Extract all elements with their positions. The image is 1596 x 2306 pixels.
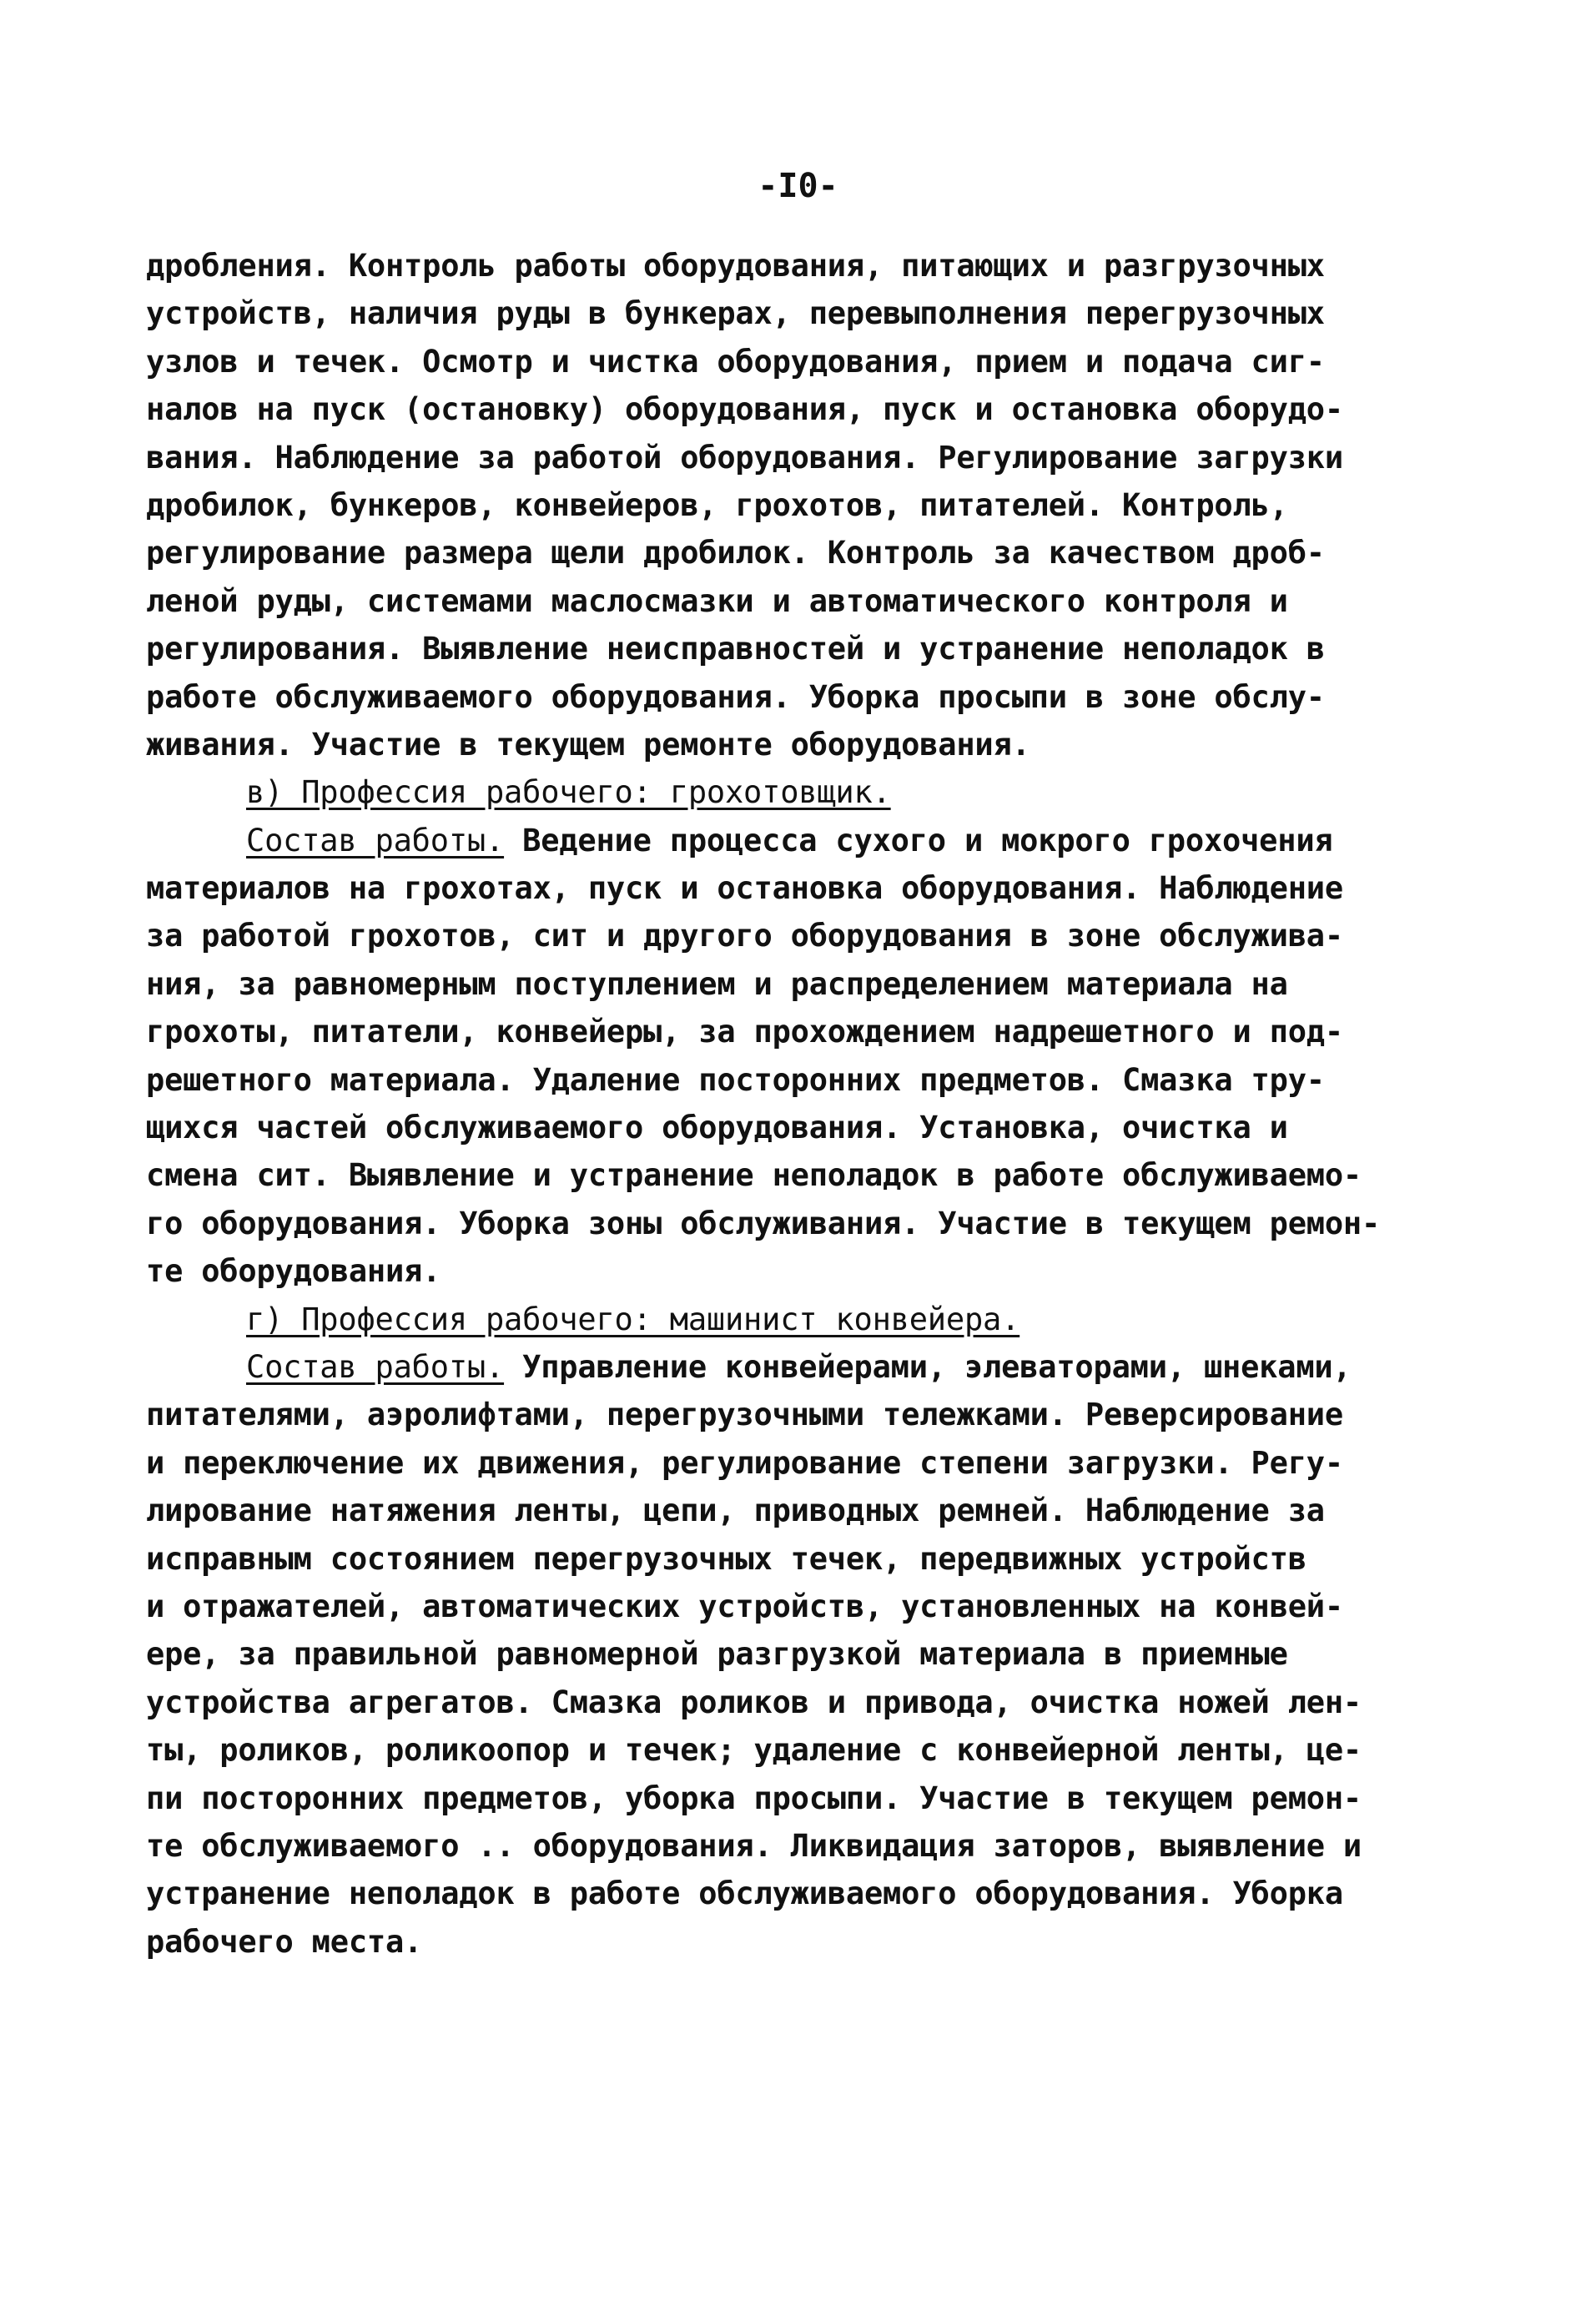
text-line: леной руды, системами маслосмазки и автоматического контроля и <box>146 582 1288 619</box>
text-line: ере, за правильной равномерной разгрузкой материала в приемные <box>146 1636 1288 1673</box>
text-line: устранение неполадок в работе обслуживаемого оборудования. Уборка <box>146 1876 1343 1912</box>
text-line: питателями, аэролифтами, перегрузочными тележками. Реверсирование <box>146 1397 1343 1433</box>
section-lead: Состав работы. <box>246 1348 505 1385</box>
text-line: живания. Участие в текущем ремонте оборудования. <box>146 726 1030 763</box>
section-heading-text: г) Профессия рабочего: машинист конвейера. <box>246 1301 1020 1337</box>
text-line: дробления. Контроль работы оборудования, питающих и разгрузочных <box>146 248 1325 284</box>
section-heading-g <box>146 1296 1481 1343</box>
section-v-first-line <box>146 817 1481 864</box>
section-heading-text: в) Профессия рабочего: грохотовщик. <box>246 774 891 811</box>
text-line: налов на пуск (остановку) оборудования, пуск и остановка оборудо- <box>146 391 1343 428</box>
text-line: те обслуживаемого .. оборудования. Ликвидация заторов, выявление и <box>146 1827 1362 1864</box>
section-first-line-text: Управление конвейерами, элеваторами, шнеками, <box>504 1348 1352 1385</box>
text-line: го оборудования. Уборка зоны обслуживания. Участие в текущем ремон- <box>146 1205 1381 1241</box>
text-line: и отражателей, автоматических устройств, установленных на конвей- <box>146 1588 1343 1624</box>
text-line: устройств, наличия руды в бункерах, перевыполнения перегрузочных <box>146 295 1325 332</box>
text-line: смена сит. Выявление и устранение неполадок в работе обслуживаемо- <box>146 1157 1362 1194</box>
text-line: работе обслуживаемого оборудования. Уборка просыпи в зоне обслу- <box>146 678 1325 715</box>
text-line: материалов на грохотах, пуск и остановка оборудования. Наблюдение <box>146 870 1343 907</box>
body-text <box>146 242 1481 1966</box>
page-number: -I0- <box>758 167 838 205</box>
text-line: ния, за равномерным поступлением и распределением материала на <box>146 965 1288 1002</box>
text-line: пи посторонних предметов, уборка просыпи. Участие в текущем ремон- <box>146 1780 1362 1816</box>
section-g-first-line <box>146 1343 1481 1391</box>
text-line: и переключение их движения, регулирование степени загрузки. Регу- <box>146 1444 1343 1481</box>
text-line: щихся частей обслуживаемого оборудования. Установка, очистка и <box>146 1110 1288 1146</box>
text-line: решетного материала. Удаление посторонних предметов. Смазка тру- <box>146 1061 1325 1098</box>
text-line: те оборудования. <box>146 1253 441 1290</box>
text-line: регулирование размера щели дробилок. Контроль за качеством дроб- <box>146 535 1325 571</box>
text-line: вания. Наблюдение за работой оборудования. Регулирование загрузки <box>146 439 1343 476</box>
section-heading-v <box>146 768 1481 816</box>
text-line: грохоты, питатели, конвейеры, за прохождением надрешетного и под- <box>146 1014 1343 1050</box>
text-line: устройства агрегатов. Смазка роликов и привода, очистка ножей лен- <box>146 1684 1362 1720</box>
section-lead: Состав работы. <box>246 822 505 858</box>
text-line: дробилок, бункеров, конвейеров, грохотов, питателей. Контроль, <box>146 486 1288 523</box>
text-line: исправным состоянием перегрузочных течек, передвижных устройств <box>146 1540 1307 1577</box>
text-line: за работой грохотов, сит и другого оборудования в зоне обслужива- <box>146 918 1343 954</box>
text-line: регулирования. Выявление неисправностей и устранение неполадок в <box>146 631 1325 667</box>
text-line: узлов и течек. Осмотр и чистка оборудования, прием и подача сиг- <box>146 343 1325 380</box>
text-line: рабочего места. <box>146 1923 423 1960</box>
text-line: лирование натяжения ленты, цепи, приводных ремней. Наблюдение за <box>146 1493 1325 1529</box>
text-line: ты, роликов, роликоопор и течек; удаление с конвейерной ленты, це- <box>146 1732 1362 1769</box>
section-first-line-text: Ведение процесса сухого и мокрого грохочения <box>504 822 1333 858</box>
